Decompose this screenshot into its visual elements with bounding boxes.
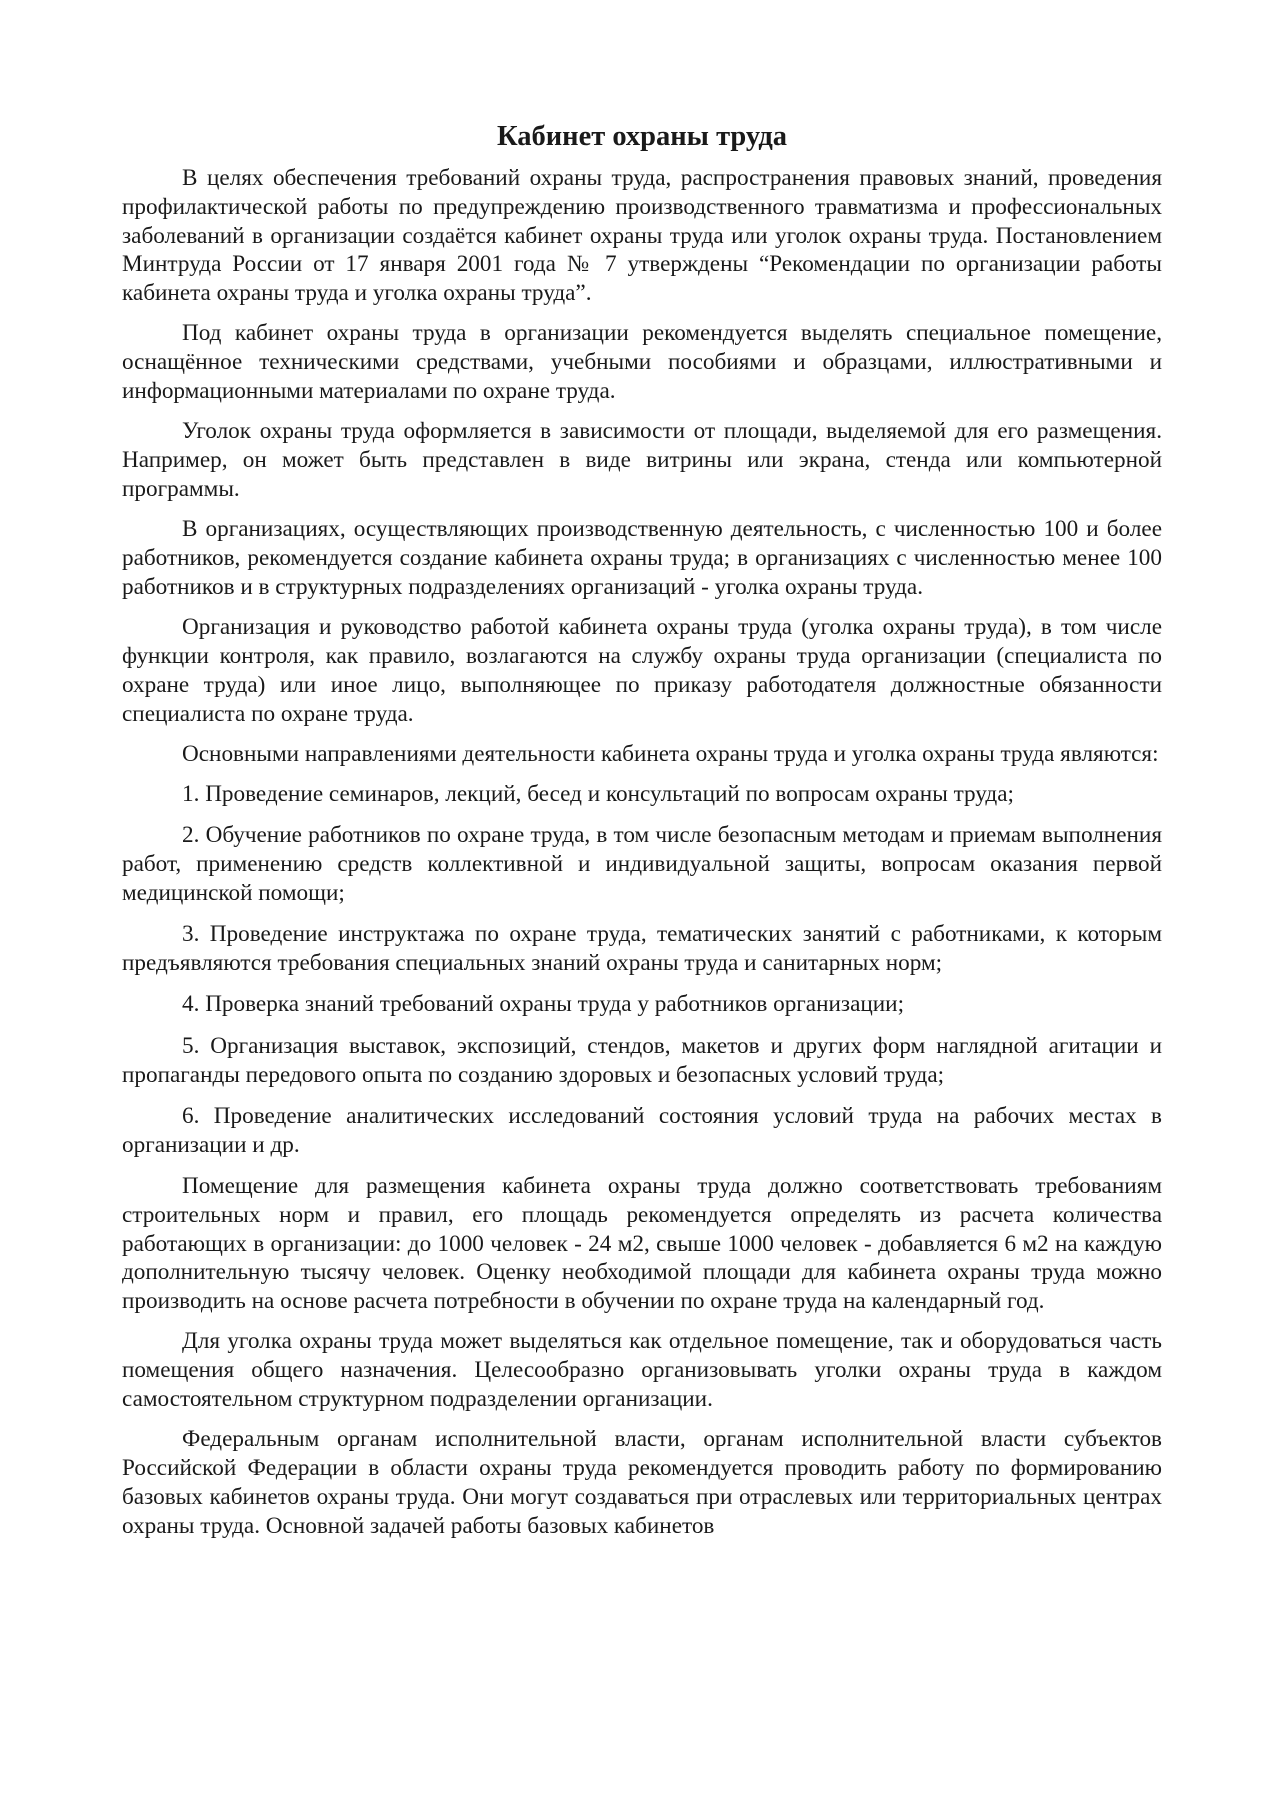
paragraph-cabinet-room: Под кабинет охраны труда в организации рекомендуется выделять специальное помещение, оснащённое техническими средствами, учебными пособиями и образцами, иллюстративными и информационными материалами по охране труда. xyxy=(122,320,1162,405)
paragraph-intro: В целях обеспечения требований охраны труда, распространения правовых знаний, проведения профилактической работы по предупреждению производственного травматизма и профессиональных заболеваний в организации создаётся кабинет охраны труда или уголок охраны труда. Постановлением Минтруда России от 17 января 2001 года № 7 утверждены “Рекомендации по организации работы кабинета охраны труда и уголка охраны труда”. xyxy=(122,165,1162,307)
paragraph-corner: Уголок охраны труда оформляется в зависимости от площади, выделяемой для его размещения. Например, он может быть представлен в виде витрины или экрана, стенда или компьютерной программы. xyxy=(122,418,1162,502)
paragraph-corner-room: Для уголка охраны труда может выделяться как отдельное помещение, так и оборудоваться часть помещения общего назначения. Целесообразно организовывать уголки охраны труда в каждом самостоятельном структурном подразделении организации. xyxy=(122,1328,1162,1412)
document-title: Кабинет охраны труда xyxy=(496,121,788,152)
paragraph-federal: Федеральным органам исполнительной власти, органам исполнительной власти субъектов Российской Федерации в области охраны труда рекомендуется проводить работу по формированию базовых кабинетов охраны труда. Они могут создаваться при отраслевых или территориальных центрах охраны труда. Основной задачей работы базовых кабинетов xyxy=(122,1426,1162,1539)
paragraph-room-area: Помещение для размещения кабинета охраны труда должно соответствовать требованиям строительных норм и правил, его площадь рекомендуется определять из расчета количества работающих в организации: до 1000 человек - 24 м2, свыше 1000 человек - добавляется 6 м2 на каждую дополнительную тысячу человек. Оценку необходимой площади для кабинета охраны труда можно производить на основе расчета потребности в обучении по охране труда на календарный год. xyxy=(122,1172,1162,1315)
list-item: 1. Проведение семинаров, лекций, бесед и консультаций по вопросам охраны труда; xyxy=(182,781,1014,808)
paragraph-staff-size: В организациях, осуществляющих производственную деятельность, с численностью 100 и более работников, рекомендуется создание кабинета охраны труда; в организациях с численностью менее 100 работников и в структурных подразделениях организаций - уголка охраны труда. xyxy=(122,516,1162,600)
paragraph-management: Организация и руководство работой кабинета охраны труда (уголка охраны труда), в том числе функции контроля, как правило, возлагаются на службу охраны труда организации (специалиста по охране труда) или иное лицо, выполняющее по приказу работодателя должностные обязанности специалиста по охране труда. xyxy=(122,614,1162,727)
list-item: 5. Организация выставок, экспозиций, стендов, макетов и других форм наглядной агитации и пропаганды передового опыта по созданию здоровых и безопасных условий труда; xyxy=(122,1032,1162,1088)
list-item: 3. Проведение инструктажа по охране труда, тематических занятий с работниками, к которым предъявляются требования специальных знаний охраны труда и санитарных норм; xyxy=(122,921,1162,977)
list-item: 6. Проведение аналитических исследований состояния условий труда на рабочих местах в организации и др. xyxy=(122,1102,1162,1158)
list-item: 2. Обучение работников по охране труда, в том числе безопасным методам и приемам выполнения работ, применению средств коллективной и индивидуальной защиты, вопросам оказания первой медицинской помощи; xyxy=(122,822,1162,907)
document-page xyxy=(122,120,1162,1552)
paragraph-directions: Основными направлениями деятельности кабинета охраны труда и уголка охраны труда являются: xyxy=(182,740,1159,767)
list-item: 4. Проверка знаний требований охраны труда у работников организации; xyxy=(182,991,905,1018)
